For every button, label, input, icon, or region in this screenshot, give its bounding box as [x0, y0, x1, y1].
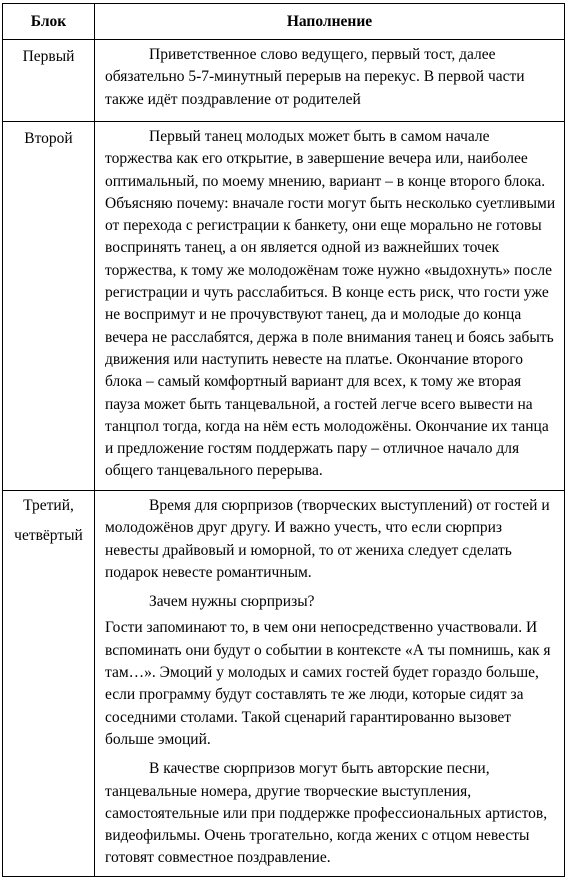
header-block: Блок	[3, 4, 95, 40]
content-paragraph: Гости запоминают то, в чем они непосредственно участвовали. И вспоминать они будут о событии в контексте «А ты помнишь, как я там…». Эмоций у молодых и самих гостей будет гораздо больше, если программу будут составлять те же люди, которые сидят за соседними столами. Такой сценарий гарантированно вызовет больше эмоций.	[105, 619, 551, 748]
header-content: Наполнение	[95, 4, 565, 40]
content-paragraph: Первый танец молодых может быть в самом начале торжества как его открытие, в завершение вечера или, наиболее оптимальный, по моему мнению, вариант – в конце второго блока. Объясняю почему: вначале гости могут быть несколько суетливыми от перехода с регистрации к банкету, они еще морально не готовы воспринять танец, а он является одной из важнейших точек торжества, к тому же молодожёнам тоже нужно «выдохнуть» после регистрации и чуть расслабиться. В конце есть риск, что гости уже не воспримут и не прочувствуют танец, да и молодые до конца вечера не расслабятся, держа в поле внимания танец и боясь забыть движения или наступить невесте на платье. Окончание второго блока – самый комфортный вариант для всех, к тому же вторая пауза может быть танцевальной, а гостей легче всего вывести на танцпол тогда, когда на нём есть молодожёны. Окончание их танца и предложение гостям поддержать пару – отличное начало для общего танцевального перерыва.	[105, 128, 556, 480]
block-content	[95, 122, 565, 491]
content-paragraph: Время для сюрпризов (творческих выступлений) от гостей и молодожёнов друг другу. И важно учесть, что если сюрприз невесты драйвовый и юморной, то от жениха следует сделать подарок невесте романтичным.	[105, 497, 550, 581]
block-content	[95, 40, 565, 122]
block-label: Второй	[3, 122, 95, 491]
block-content	[95, 491, 565, 877]
block-label: Третий, четвёртый	[3, 491, 95, 877]
content-question: Зачем нужны сюрпризы?	[149, 593, 315, 611]
table-row	[3, 122, 565, 491]
content-paragraph: В качестве сюрпризов могут быть авторские песни, танцевальные номера, другие творческие выступления, самостоятельные или при поддержке профессиональных артистов, видеофильмы. Очень трогательно, когда жених с отцом невесты готовят совместное поздравление.	[105, 760, 548, 867]
table-row	[3, 40, 565, 122]
table-row	[3, 491, 565, 877]
plan-table	[2, 3, 565, 877]
table-header-row	[3, 4, 565, 40]
block-label: Первый	[3, 40, 95, 122]
content-paragraph: Приветственное слово ведущего, первый тост, далее обязательно 5-7-минутный перерыв на перекус. В первой части также идёт поздравление от родителей	[105, 46, 525, 108]
